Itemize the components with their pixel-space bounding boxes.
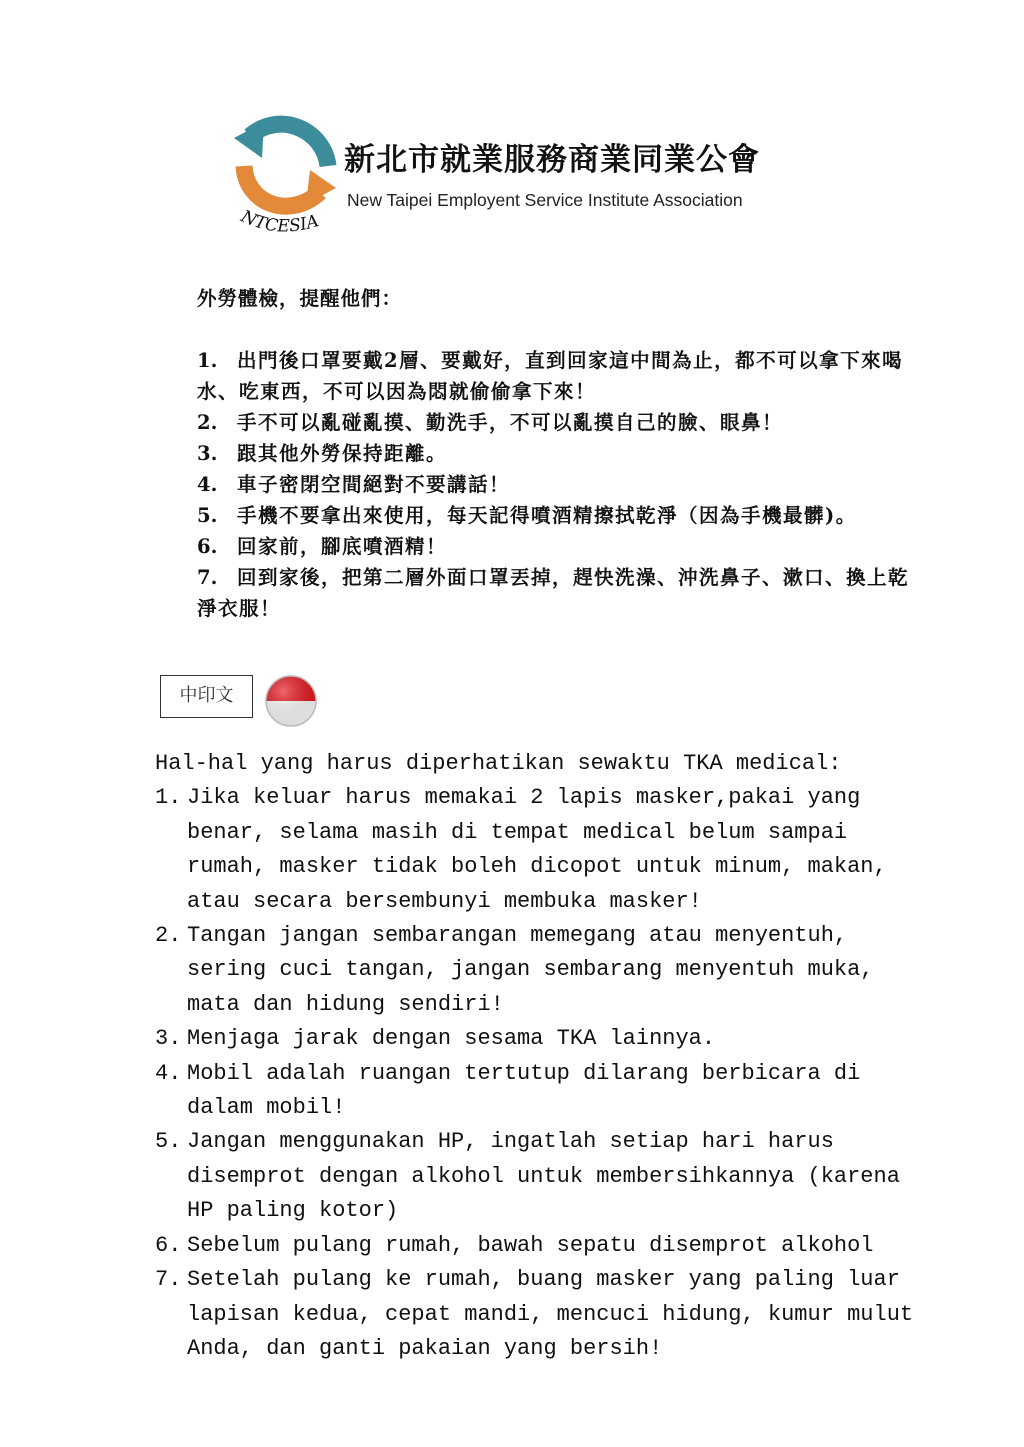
indonesia-flag-icon — [263, 673, 319, 729]
item-text: 回到家後，把第二層外面口罩丟掉，趕快洗澡、沖洗鼻子、漱口、換上乾淨衣服！ — [197, 566, 910, 620]
list-item — [155, 1057, 915, 1126]
list-item — [197, 407, 927, 438]
item-number: 2. — [155, 923, 182, 949]
list-item — [155, 919, 915, 1022]
language-label-box: 中印文 — [160, 675, 253, 718]
list-item — [155, 1022, 915, 1056]
item-number: 1. — [197, 349, 218, 372]
list-item — [197, 531, 927, 562]
item-number: 6. — [197, 535, 218, 558]
org-name-english: New Taipei Employent Service Institute Association — [347, 190, 743, 210]
list-item — [197, 562, 927, 624]
logo-text: NTCESIA — [237, 206, 322, 237]
indonesian-list — [155, 781, 915, 1366]
indonesian-instructions — [155, 747, 915, 1366]
item-number: 5. — [197, 504, 218, 527]
item-text: Tangan jangan sembarangan memegang atau menyentuh, sering cuci tangan, jangan sembarang menyentuh muka, mata dan hidung sendiri! — [187, 923, 874, 1017]
ntcesia-logo-icon — [232, 108, 342, 243]
list-item — [197, 438, 927, 469]
chinese-title: 外勞體檢，提醒他們： — [197, 287, 403, 310]
item-text: 手機不要拿出來使用，每天記得噴酒精擦拭乾淨（因為手機最髒)。 — [237, 504, 857, 527]
item-number: 3. — [197, 442, 218, 465]
item-number: 2. — [197, 411, 218, 434]
list-item — [155, 1263, 915, 1366]
item-text: 手不可以亂碰亂摸、勤洗手，不可以亂摸自己的臉、眼鼻！ — [237, 411, 784, 434]
indonesian-title: Hal-hal yang harus diperhatikan sewaktu TKA medical: — [155, 751, 842, 776]
item-text: 跟其他外勞保持距離。 — [237, 442, 448, 465]
chinese-list — [197, 345, 927, 624]
list-item — [155, 1229, 915, 1263]
item-text: 回家前，腳底噴酒精！ — [237, 535, 448, 558]
item-number: 3. — [155, 1026, 182, 1052]
list-item — [197, 500, 927, 531]
item-number: 5. — [155, 1129, 182, 1155]
item-text: Sebelum pulang rumah, bawah sepatu disemprot alkohol — [187, 1232, 874, 1258]
list-item — [197, 345, 927, 407]
item-text: Menjaga jarak dengan sesama TKA lainnya. — [187, 1026, 716, 1052]
item-number: 6. — [155, 1232, 182, 1258]
item-text: Jika keluar harus memakai 2 lapis masker,pakai yang benar, selama masih di tempat medical belum sampai rumah, masker tidak boleh dicopot untuk minum, makan, atau secara bersembunyi membuka masker! — [187, 785, 887, 914]
item-text: Mobil adalah ruangan tertutup dilarang berbicara di dalam mobil! — [187, 1060, 861, 1121]
language-tag-row — [160, 673, 360, 729]
list-item — [155, 1125, 915, 1228]
item-text: Setelah pulang ke rumah, buang masker yang paling luar lapisan kedua, cepat mandi, mencuci hidung, kumur mulut Anda, dan ganti pakaian yang bersih! — [187, 1267, 914, 1361]
chinese-instructions — [197, 283, 927, 624]
list-item — [197, 469, 927, 500]
org-name-chinese: 新北市就業服務商業同業公會 — [344, 142, 760, 178]
item-number: 4. — [197, 473, 218, 496]
item-number: 7. — [197, 566, 218, 589]
item-text: 出門後口罩要戴2層、要戴好，直到回家這中間為止，都不可以拿下來喝水、吃東西，不可以因為悶就偷偷拿下來！ — [197, 349, 904, 403]
item-number: 7. — [155, 1267, 182, 1293]
organization-header — [232, 108, 792, 248]
item-number: 1. — [155, 785, 182, 811]
item-text: 車子密閉空間絕對不要講話！ — [237, 473, 511, 496]
item-text: Jangan menggunakan HP, ingatlah setiap hari harus disemprot dengan alkohol untuk membersihkannya (karena HP paling kotor) — [187, 1129, 900, 1224]
list-item — [155, 781, 915, 919]
item-number: 4. — [155, 1060, 182, 1086]
